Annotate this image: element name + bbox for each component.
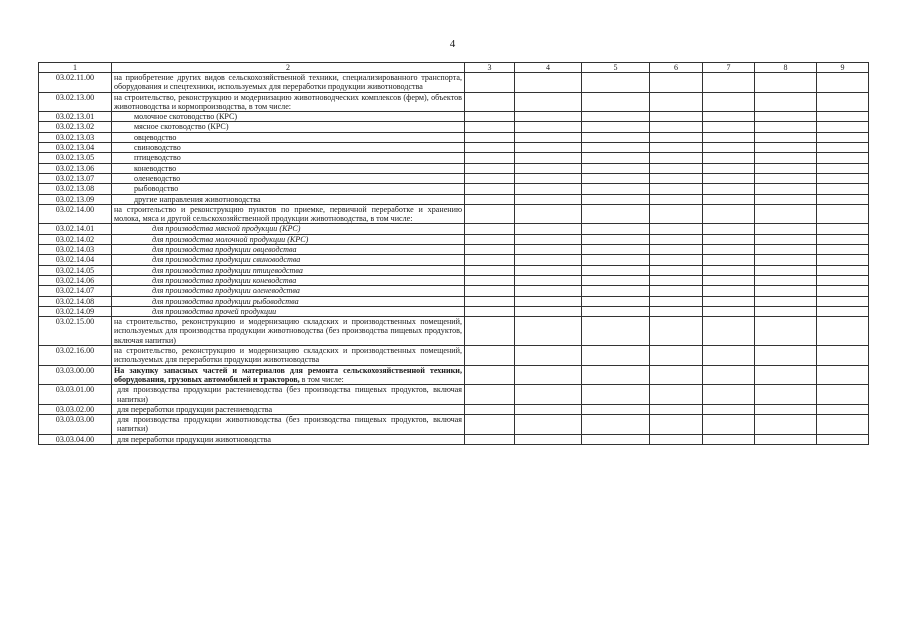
row-description: для производства продукции оленеводства [112,286,465,296]
value-cell [703,184,755,194]
row-code: 03.03.03.00 [39,415,112,435]
value-cell [465,234,515,244]
value-cell [515,415,582,435]
value-cell [703,434,755,444]
value-cell [582,296,650,306]
value-cell [703,92,755,112]
value-cell [465,92,515,112]
value-cell [515,234,582,244]
table-row [39,286,869,296]
value-cell [515,255,582,265]
value-cell [817,385,869,405]
row-description: на приобретение других видов сельскохозяйственной техники, специализированного транспорта, оборудования и спецтехники, используемых для переработки продукции животноводства [112,73,465,93]
row-description: для переработки продукции животноводства [112,434,465,444]
table-row [39,306,869,316]
value-cell [515,112,582,122]
value-cell [582,204,650,224]
value-cell [465,163,515,173]
value-cell [755,346,817,366]
value-cell [755,317,817,346]
column-header: 2 [112,63,465,73]
value-cell [650,306,703,316]
row-description: свиноводство [112,143,465,153]
value-cell [582,286,650,296]
value-cell [582,346,650,366]
value-cell [582,153,650,163]
value-cell [703,265,755,275]
value-cell [703,317,755,346]
value-cell [817,404,869,414]
value-cell [703,224,755,234]
table-row [39,163,869,173]
row-description: на строительство, реконструкцию и модернизацию складских и производственных помещений, используемых для переработки продукции животноводства [112,346,465,366]
value-cell [817,122,869,132]
value-cell [465,265,515,275]
value-cell [703,245,755,255]
value-cell [465,143,515,153]
row-code: 03.02.14.01 [39,224,112,234]
value-cell [650,112,703,122]
row-description: оленеводство [112,173,465,183]
row-description: коневодство [112,163,465,173]
row-code: 03.02.13.09 [39,194,112,204]
value-cell [465,385,515,405]
value-cell [817,296,869,306]
value-cell [515,184,582,194]
row-description: рыбоводство [112,184,465,194]
row-code: 03.02.14.06 [39,275,112,285]
value-cell [465,365,515,385]
value-cell [582,255,650,265]
table-row [39,346,869,366]
value-cell [703,173,755,183]
row-code: 03.03.04.00 [39,434,112,444]
value-cell [650,224,703,234]
row-description: для переработки продукции растениеводства [112,404,465,414]
value-cell [515,275,582,285]
table-row [39,404,869,414]
value-cell [515,92,582,112]
row-description: для производства продукции рыбоводства [112,296,465,306]
row-code: 03.02.14.03 [39,245,112,255]
value-cell [582,224,650,234]
value-cell [817,306,869,316]
table-row [39,415,869,435]
table-row [39,275,869,285]
value-cell [703,306,755,316]
value-cell [515,296,582,306]
column-header: 5 [582,63,650,73]
value-cell [703,346,755,366]
value-cell [755,275,817,285]
value-cell [465,404,515,414]
table-row [39,132,869,142]
value-cell [703,204,755,224]
row-description: для производства продукции овцеводства [112,245,465,255]
value-cell [515,317,582,346]
table-row [39,194,869,204]
value-cell [703,122,755,132]
value-cell [817,224,869,234]
row-description: овцеводство [112,132,465,142]
value-cell [465,224,515,234]
value-cell [582,306,650,316]
value-cell [703,194,755,204]
row-description-rest: в том числе: [299,374,344,384]
row-description: для производства продукции коневодства [112,275,465,285]
value-cell [465,132,515,142]
value-cell [650,365,703,385]
table-row [39,296,869,306]
row-code: 03.02.14.07 [39,286,112,296]
value-cell [650,73,703,93]
value-cell [703,73,755,93]
value-cell [515,265,582,275]
value-cell [817,194,869,204]
value-cell [515,143,582,153]
column-header: 9 [817,63,869,73]
value-cell [650,173,703,183]
value-cell [582,122,650,132]
value-cell [817,112,869,122]
value-cell [465,194,515,204]
column-header: 6 [650,63,703,73]
value-cell [515,224,582,234]
value-cell [650,153,703,163]
column-header: 8 [755,63,817,73]
value-cell [755,286,817,296]
row-code: 03.02.15.00 [39,317,112,346]
row-code: 03.02.14.04 [39,255,112,265]
table-row [39,173,869,183]
value-cell [465,255,515,265]
value-cell [650,265,703,275]
value-cell [650,385,703,405]
row-description: для производства продукции свиноводства [112,255,465,265]
value-cell [703,385,755,405]
row-code: 03.02.11.00 [39,73,112,93]
table-row [39,92,869,112]
value-cell [703,415,755,435]
value-cell [650,163,703,173]
row-code: 03.02.13.05 [39,153,112,163]
column-header: 1 [39,63,112,73]
value-cell [465,317,515,346]
value-cell [515,365,582,385]
value-cell [755,434,817,444]
value-cell [650,346,703,366]
value-cell [817,234,869,244]
value-cell [465,184,515,194]
table-row [39,317,869,346]
value-cell [515,73,582,93]
table-row [39,434,869,444]
value-cell [755,153,817,163]
value-cell [817,286,869,296]
value-cell [755,112,817,122]
row-code: 03.02.13.01 [39,112,112,122]
table-row [39,122,869,132]
value-cell [465,415,515,435]
value-cell [465,73,515,93]
value-cell [582,132,650,142]
row-description: для производства продукции животноводства (без производства пищевых продуктов, включая напитки) [112,415,465,435]
value-cell [703,153,755,163]
value-cell [515,173,582,183]
column-header: 7 [703,63,755,73]
report-table [38,62,869,445]
value-cell [582,265,650,275]
row-description [112,365,465,385]
value-cell [650,245,703,255]
value-cell [817,434,869,444]
table-row [39,365,869,385]
value-cell [465,173,515,183]
value-cell [582,143,650,153]
value-cell [650,404,703,414]
row-description: на строительство, реконструкцию и модернизацию животноводческих комплексов (ферм), объектов животноводства и кормопроизводства, в том числе: [112,92,465,112]
row-code: 03.02.13.06 [39,163,112,173]
table-row [39,234,869,244]
value-cell [650,317,703,346]
row-code: 03.02.13.00 [39,92,112,112]
value-cell [582,385,650,405]
value-cell [465,112,515,122]
value-cell [703,255,755,265]
value-cell [817,275,869,285]
value-cell [817,245,869,255]
row-description: другие направления животноводства [112,194,465,204]
value-cell [465,296,515,306]
table-row [39,255,869,265]
value-cell [582,112,650,122]
table-row [39,245,869,255]
value-cell [817,255,869,265]
table-row [39,73,869,93]
value-cell [755,204,817,224]
row-description: птицеводство [112,153,465,163]
value-cell [515,132,582,142]
value-cell [650,234,703,244]
table-row [39,112,869,122]
row-code: 03.02.14.05 [39,265,112,275]
table-row [39,385,869,405]
row-code: 03.02.14.08 [39,296,112,306]
value-cell [817,73,869,93]
value-cell [515,434,582,444]
value-cell [582,173,650,183]
row-code: 03.02.14.02 [39,234,112,244]
value-cell [650,275,703,285]
value-cell [465,434,515,444]
value-cell [582,163,650,173]
table-row [39,153,869,163]
value-cell [817,265,869,275]
value-cell [817,173,869,183]
value-cell [650,286,703,296]
value-cell [650,194,703,204]
value-cell [755,73,817,93]
value-cell [582,245,650,255]
row-description: на строительство и реконструкцию пунктов по приемке, первичной переработке и хранению молока, мяса и другой сельскохозяйственной продукции животноводства, в том числе: [112,204,465,224]
row-description: мясное скотоводство (КРС) [112,122,465,132]
value-cell [650,143,703,153]
row-code: 03.03.01.00 [39,385,112,405]
table-row [39,224,869,234]
value-cell [515,245,582,255]
value-cell [465,153,515,163]
value-cell [582,92,650,112]
value-cell [650,184,703,194]
value-cell [703,112,755,122]
table-row [39,184,869,194]
value-cell [650,296,703,306]
value-cell [755,184,817,194]
row-code: 03.02.13.08 [39,184,112,194]
value-cell [582,365,650,385]
value-cell [755,265,817,275]
value-cell [703,234,755,244]
value-cell [515,194,582,204]
value-cell [755,385,817,405]
value-cell [650,132,703,142]
value-cell [650,255,703,265]
value-cell [582,194,650,204]
value-cell [582,415,650,435]
value-cell [465,286,515,296]
column-header: 4 [515,63,582,73]
value-cell [755,163,817,173]
value-cell [650,434,703,444]
row-code: 03.02.13.07 [39,173,112,183]
value-cell [465,245,515,255]
value-cell [755,296,817,306]
value-cell [515,404,582,414]
value-cell [515,385,582,405]
value-cell [582,184,650,194]
row-code: 03.02.13.03 [39,132,112,142]
value-cell [515,306,582,316]
value-cell [650,122,703,132]
value-cell [582,73,650,93]
value-cell [582,434,650,444]
column-header: 3 [465,63,515,73]
value-cell [817,184,869,194]
value-cell [650,415,703,435]
value-cell [817,163,869,173]
table-row [39,143,869,153]
value-cell [817,346,869,366]
row-description: для производства мясной продукции (КРС) [112,224,465,234]
row-description: для производства прочей продукции [112,306,465,316]
value-cell [755,306,817,316]
value-cell [755,132,817,142]
value-cell [755,245,817,255]
value-cell [755,224,817,234]
value-cell [817,204,869,224]
value-cell [465,275,515,285]
value-cell [755,234,817,244]
value-cell [515,204,582,224]
row-description: молочное скотоводство (КРС) [112,112,465,122]
value-cell [817,143,869,153]
value-cell [817,365,869,385]
value-cell [703,143,755,153]
row-description: для производства продукции птицеводства [112,265,465,275]
row-code: 03.02.16.00 [39,346,112,366]
table-body [39,73,869,445]
value-cell [755,122,817,132]
value-cell [582,275,650,285]
table-row [39,265,869,275]
value-cell [817,132,869,142]
value-cell [755,404,817,414]
value-cell [755,365,817,385]
row-description: на строительство, реконструкцию и модернизацию складских и производственных помещений, используемых для производства продукции животноводства (без производства пищевых продуктов, включая напитки) [112,317,465,346]
value-cell [465,204,515,224]
row-code: 03.02.14.09 [39,306,112,316]
value-cell [817,415,869,435]
row-code: 03.03.02.00 [39,404,112,414]
value-cell [465,346,515,366]
value-cell [703,365,755,385]
value-cell [703,404,755,414]
value-cell [650,92,703,112]
value-cell [755,415,817,435]
value-cell [703,163,755,173]
value-cell [817,153,869,163]
value-cell [817,317,869,346]
value-cell [703,296,755,306]
value-cell [515,163,582,173]
value-cell [515,153,582,163]
value-cell [755,92,817,112]
value-cell [650,204,703,224]
row-description: для производства продукции растениеводства (без производства пищевых продуктов, включая напитки) [112,385,465,405]
table-row [39,204,869,224]
value-cell [755,194,817,204]
value-cell [582,234,650,244]
value-cell [703,286,755,296]
value-cell [515,346,582,366]
value-cell [465,122,515,132]
value-cell [703,275,755,285]
value-cell [755,173,817,183]
row-code: 03.03.00.00 [39,365,112,385]
value-cell [582,404,650,414]
value-cell [582,317,650,346]
row-description: для производства молочной продукции (КРС) [112,234,465,244]
page-number: 4 [449,38,456,50]
value-cell [703,132,755,142]
row-code: 03.02.13.04 [39,143,112,153]
value-cell [515,286,582,296]
value-cell [515,122,582,132]
row-description-bold: На закупку запасных частей и материалов для ремонта сельскохозяйственной техники, оборудования, грузовых автомобилей и тракторов, [114,365,462,384]
value-cell [817,92,869,112]
row-code: 03.02.14.00 [39,204,112,224]
value-cell [755,143,817,153]
row-code: 03.02.13.02 [39,122,112,132]
value-cell [465,306,515,316]
column-number-header [39,63,869,73]
value-cell [755,255,817,265]
